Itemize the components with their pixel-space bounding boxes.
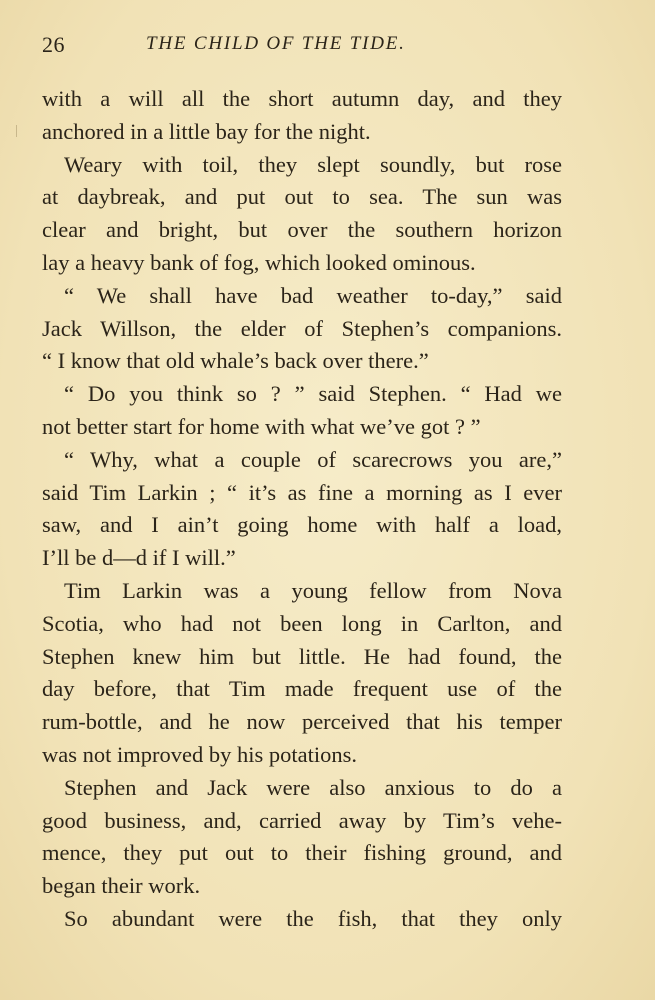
text-line: not better start for home with what we’ve got ? ” bbox=[42, 413, 481, 439]
text-line: anchored in a little bay for the night. bbox=[42, 118, 371, 144]
text-line: “ Why, what a couple of scarecrows you are,” bbox=[64, 446, 562, 472]
text-line: “ Do you think so ? ” said Stephen. “ Had we bbox=[64, 381, 562, 407]
text-line: was not improved by his potations. bbox=[42, 741, 357, 767]
text-line: Weary with toil, they slept soundly, but rose bbox=[64, 151, 562, 177]
text-line: Stephen knew him but little. He had found, the bbox=[42, 643, 562, 669]
text-line: rum-bottle, and he now perceived that his temper bbox=[42, 709, 562, 735]
text-line: with a will all the short autumn day, and they bbox=[42, 86, 562, 111]
text-line: “ We shall have bad weather to-day,” said bbox=[64, 282, 562, 308]
text-line: began their work. bbox=[42, 873, 201, 899]
text-line: So abundant were the fish, that they only bbox=[64, 905, 562, 931]
text-line: saw, and I ain’t going home with half a load, bbox=[42, 512, 562, 538]
text-line: Tim Larkin was a young fellow from Nova bbox=[64, 577, 562, 603]
text-line: good business, and, carried away by Tim’s vehe- bbox=[42, 807, 562, 833]
text-line: lay a heavy bank of fog, which looked ominous. bbox=[42, 249, 476, 275]
text-line: said Tim Larkin ; “ it’s as fine a morning as I ever bbox=[42, 479, 562, 505]
text-line: at daybreak, and put out to sea. The sun was bbox=[42, 184, 562, 210]
text-line: Jack Willson, the elder of Stephen’s companions. bbox=[42, 315, 562, 341]
body-text bbox=[42, 83, 562, 936]
text-line: “ I know that old whale’s back over there.” bbox=[42, 348, 429, 374]
running-head bbox=[42, 32, 562, 60]
text-line: Stephen and Jack were also anxious to do a bbox=[64, 774, 562, 800]
margin-mark bbox=[16, 125, 17, 137]
page-number: 26 bbox=[42, 32, 65, 57]
running-title: THE CHILD OF THE TIDE. bbox=[146, 33, 406, 54]
text-line: Scotia, who had not been long in Carlton, and bbox=[42, 610, 562, 636]
text-line: day before, that Tim made frequent use of the bbox=[42, 676, 562, 702]
text-line: clear and bright, but over the southern horizon bbox=[42, 217, 562, 243]
text-line: I’ll be d—d if I will.” bbox=[42, 545, 236, 571]
text-line: mence, they put out to their fishing ground, and bbox=[42, 840, 562, 866]
